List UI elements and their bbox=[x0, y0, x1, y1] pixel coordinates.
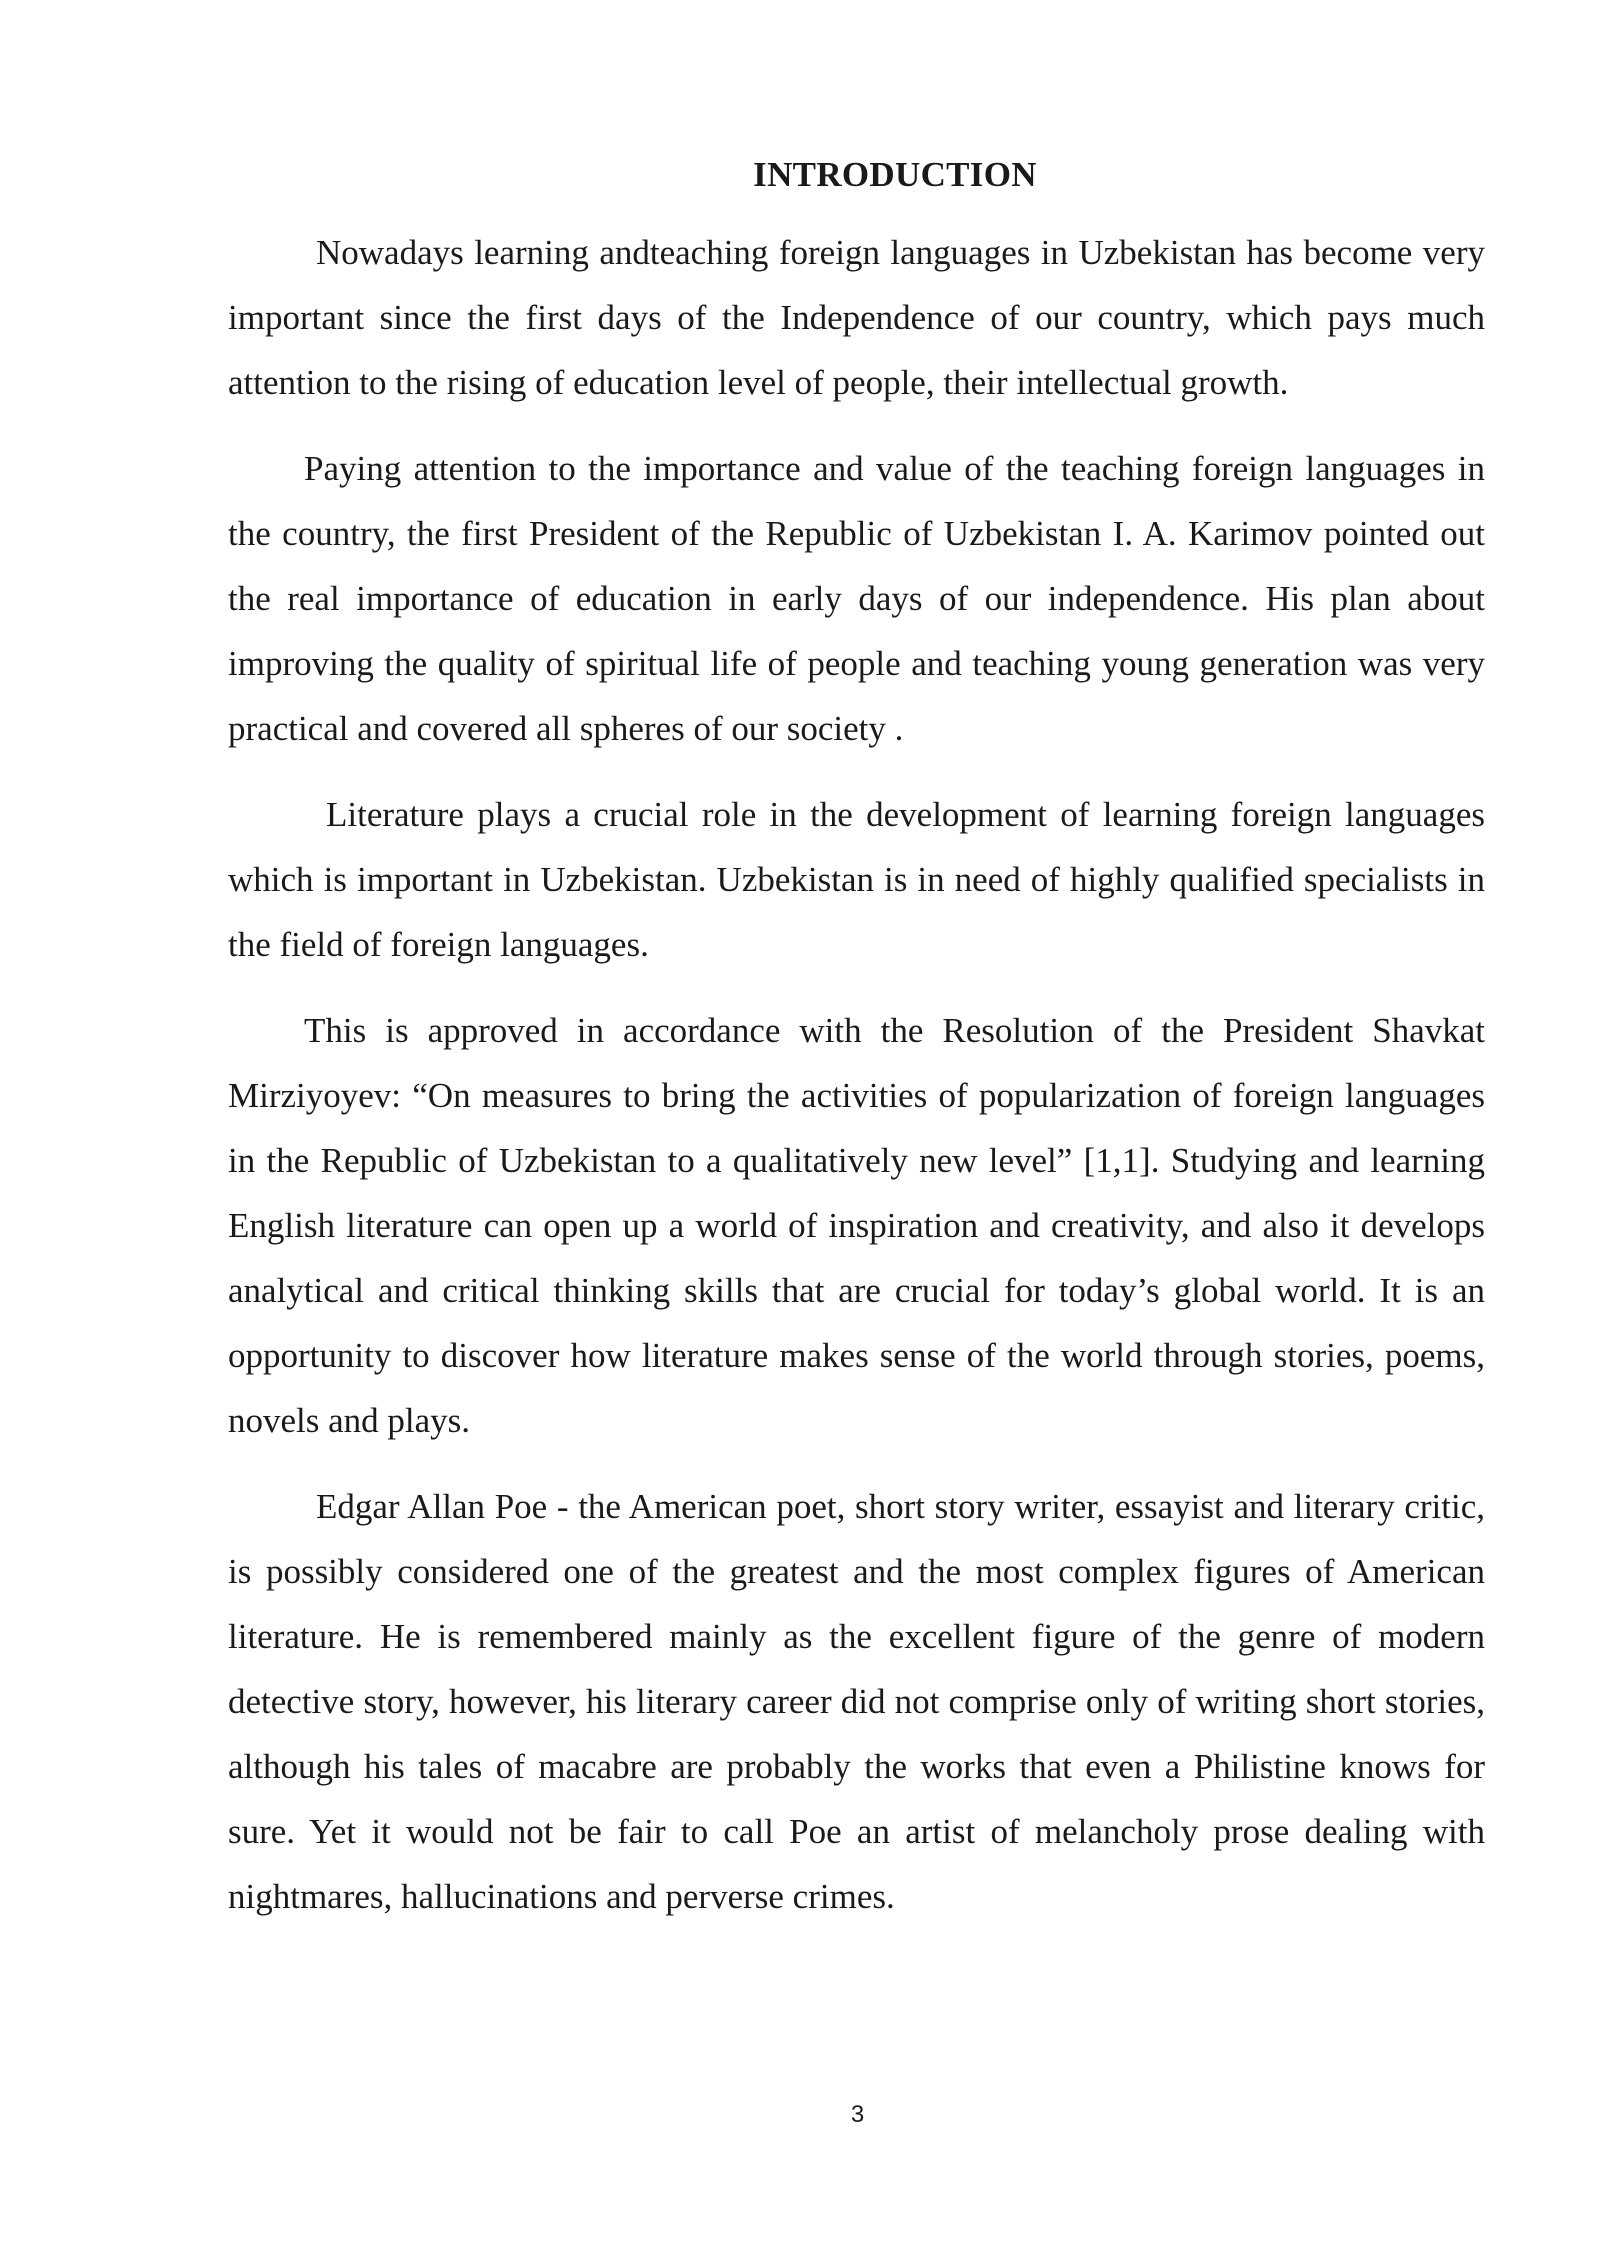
paragraph-4: This is approved in accordance with the Resolution of the President Shavkat Mirziyoyev: “On measures to bring the activities of popularization of foreign languages in the Republic of Uzbekistan to a qualitatively new level” [1,1]. Studying and learning English literature can open up a world of inspiration and creativity, and also it develops analytical and critical thinking skills that are crucial for today’s global world. It is an opportunity to discover how literature makes sense of the world through stories, poems, novels and plays. bbox=[228, 1011, 1485, 1440]
paragraph-5: Edgar Allan Poe - the American poet, short story writer, essayist and literary critic, is possibly considered one of the greatest and the most complex figures of American literature. He is remembered mainly as the excellent figure of the genre of modern detective story, however, his literary career did not comprise only of writing short stories, although his tales of macabre are probably the works that even a Philistine knows for sure. Yet it would not be fair to call Poe an artist of melancholy prose dealing with nightmares, hallucinations and perverse crimes. bbox=[228, 1487, 1485, 1916]
section-heading: INTRODUCTION bbox=[753, 155, 1037, 194]
body-text bbox=[228, 220, 1485, 1950]
paragraph-2: Paying attention to the importance and value of the teaching foreign languages in the country, the first President of the Republic of Uzbekistan I. A. Karimov pointed out the real importance of education in early days of our independence. His plan about improving the quality of spiritual life of people and teaching young generation was very practical and covered all spheres of our society . bbox=[228, 449, 1485, 748]
paragraph-1: Nowadays learning andteaching foreign languages in Uzbekistan has become very important since the first days of the Independence of our country, which pays much attention to the rising of education level of people, their intellectual growth. bbox=[228, 233, 1485, 402]
page-number: 3 bbox=[850, 2101, 865, 2128]
paragraph-3: Literature plays a crucial role in the development of learning foreign languages which is important in Uzbekistan. Uzbekistan is in need of highly qualified specialists in the field of foreign languages. bbox=[228, 795, 1485, 964]
